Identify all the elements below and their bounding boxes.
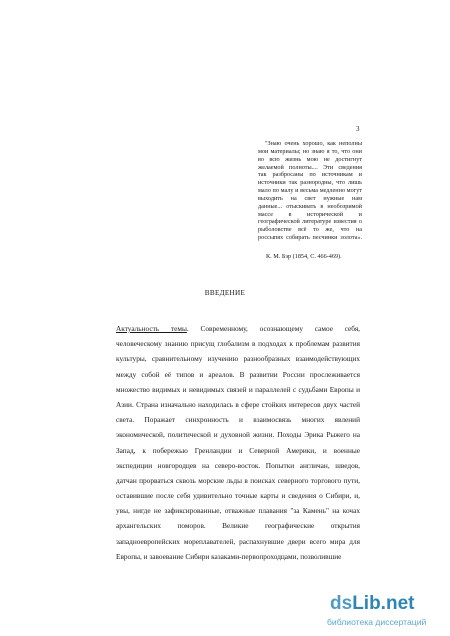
epigraph-line: источники так разнородны, что лишь bbox=[258, 179, 362, 187]
body-line: Запад, к побережью Гренландии и Северной Америки, и военные bbox=[116, 445, 360, 455]
epigraph-line: данные... отыскивать в необозримой bbox=[258, 202, 362, 210]
body-line-text: . Современному, осознающему самое себя, bbox=[186, 324, 360, 333]
body-line: света. Поражает синхронность и взаимосвязь многих явлений bbox=[116, 415, 360, 425]
body-line: человеческому знанию присущ глобализм в подходах к проблемам развития bbox=[116, 339, 360, 349]
epigraph-line: во всю жизнь мою не достигнут bbox=[258, 155, 362, 163]
body-line: оставившие после себя удивительно точные карты и сведения о Сибири, и, bbox=[116, 491, 360, 501]
section-heading: ВВЕДЕНИЕ bbox=[204, 289, 246, 297]
epigraph-line: выходить на свет нужные нам bbox=[258, 194, 362, 202]
body-line bbox=[116, 321, 360, 336]
body-line: экспедиции новгородцев на северо-восток. Попытки англичан, шведов, bbox=[116, 460, 360, 470]
watermark-tagline: библиотека диссертаций bbox=[327, 617, 427, 627]
epigraph-line: желаемой полноты.... Эти сведения bbox=[258, 163, 362, 171]
dslib-watermark-logo[interactable] bbox=[320, 593, 444, 633]
watermark-brand-rest: Lib.net bbox=[352, 593, 415, 614]
body-line: Европы, и завоевание Сибири казаками-первопроходцами, позволившие bbox=[116, 551, 342, 561]
body-line: множество видимых и невидимых связей и параллелей с судьбами Европы и bbox=[116, 384, 360, 394]
page-number: 3 bbox=[356, 125, 360, 133]
epigraph-line: "Знаю очень хорошо, как неполны bbox=[265, 140, 362, 147]
body-line: увы, нигде не зафиксированные, отважные плавания "за Камень" на кочах bbox=[116, 506, 360, 516]
watermark-brand bbox=[330, 593, 414, 615]
body-line: архангельских поморов. Великие географические открытия bbox=[116, 521, 360, 531]
epigraph-attribution: К. М. Бэр (1854, С. 466-469). bbox=[266, 253, 342, 260]
epigraph-line: рыболовстве всё то же, что на bbox=[258, 226, 362, 234]
body-line: датчан прорваться сквозь морские льды в поисках северного торгового пути, bbox=[116, 475, 360, 485]
epigraph-line: географической литературе известия о bbox=[258, 218, 362, 226]
epigraph-line: россыпях собирать песчинки золота». bbox=[258, 234, 362, 242]
body-line: Азии. Страна изначально находилась в сфере стойких интересов двух частей bbox=[116, 399, 360, 409]
body-line: культуры, сравнительному изучению разнообразных взаимодействующих bbox=[116, 354, 360, 364]
epigraph bbox=[258, 140, 362, 242]
topic-relevance-label: Актуальность темы bbox=[116, 324, 187, 333]
body-line: экономической, политической и духовной жизни. Походы Эрика Рыжего на bbox=[116, 430, 360, 440]
epigraph-line: массе в исторической и bbox=[258, 210, 362, 218]
watermark-brand-ds: ds bbox=[330, 593, 353, 614]
body-line: западноевропейских мореплавателей, распахнувшие двери всего мира для bbox=[116, 536, 360, 546]
epigraph-line: мало по малу и весьма медленно могут bbox=[258, 187, 362, 195]
epigraph-line: так разбросаны по источникам и bbox=[258, 171, 362, 179]
body-line: между собой её типов и ареалов. В развитии России прослеживается bbox=[116, 369, 360, 379]
body-text bbox=[116, 321, 360, 564]
epigraph-line: мои материалы; но знаю я то, что они bbox=[258, 147, 362, 155]
